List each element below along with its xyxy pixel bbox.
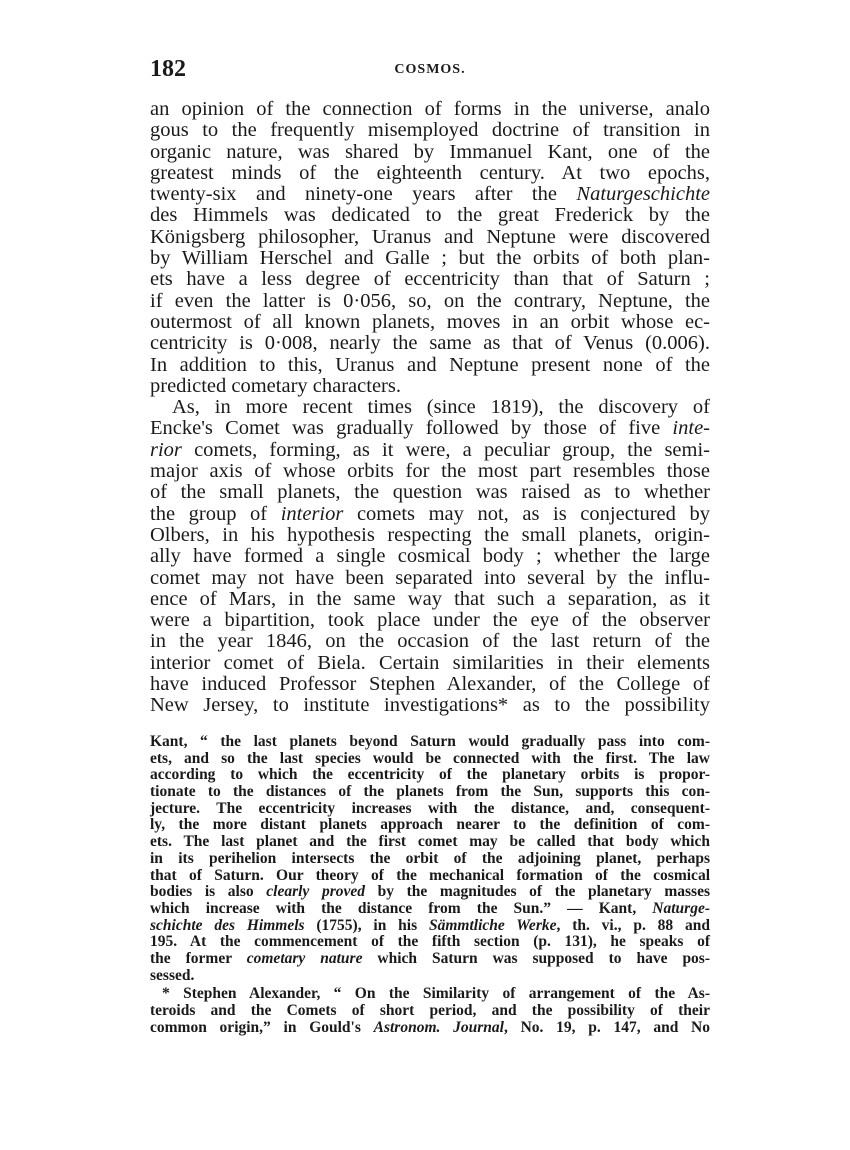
text-run: the former [150, 949, 247, 967]
body-line: predicted cometary characters. [150, 374, 401, 397]
body-line: of the small planets, the question was raised as to whether [150, 481, 710, 504]
footnote-line: ets, and so the last species would be connected with the first. The law [150, 749, 710, 767]
body-line: if even the latter is 0·056, so, on the contrary, Neptune, the [150, 289, 710, 312]
body-line: have induced Professor Stephen Alexander, of the College of [150, 673, 710, 696]
body-line: ally have formed a single cosmical body ; whether the large [150, 545, 710, 568]
footnote-line: sessed. [150, 966, 195, 984]
footnote-line: tionate to the distances of the planets from the Sun, supports this con- [150, 783, 710, 801]
italic-run: Naturge- [652, 899, 710, 917]
body-line: in the year 1846, on the occasion of the last return of the [150, 630, 710, 653]
footnote-line: teroids and the Comets of short period, and the possibility of their [150, 1002, 710, 1019]
italic-run: schichte des Himmels [150, 916, 305, 934]
footnote-line: Kant, “ the last planets beyond Saturn would gradually pass into com- [150, 733, 710, 750]
italic-run: rior [150, 438, 182, 461]
page-number: 182 [150, 56, 186, 82]
footnote-line: * Stephen Alexander, “ On the Similarity of arrangement of the As- [162, 985, 710, 1003]
footnote-line [150, 1020, 710, 1037]
body-line [150, 440, 710, 461]
text-run: Encke's Comet was gradually followed by those of five [150, 417, 673, 440]
footnote-line: 195. At the commencement of the fifth section (p. 131), he speaks of [150, 933, 710, 951]
body-line: interior comet of Biela. Certain similarities in their elements [150, 651, 710, 674]
text-run: which increase with the distance from the Sun.” — Kant, [150, 899, 653, 917]
footnote-line: that of Saturn. Our theory of the mechanical formation of the cosmical [150, 866, 710, 884]
body-line: outermost of all known planets, moves in an orbit whose ec- [150, 310, 710, 333]
body-line: an opinion of the connection of forms in the universe, analo [150, 98, 710, 120]
body-line: were a bipartition, took place under the eye of the observer [150, 609, 710, 632]
footnote-line [150, 918, 710, 935]
footnote-line: according to which the eccentricity of the planetary orbits is propor- [150, 766, 710, 784]
body-line: ence of Mars, in the same way that such a separation, as it [150, 587, 710, 610]
body-line: des Himmels was dedicated to the great Frederick by the [150, 204, 710, 227]
body-line: centricity is 0·008, nearly the same as that of Venus (0.006). [150, 332, 710, 355]
text-run: common origin,” in Gould's [150, 1018, 374, 1036]
body-text [150, 99, 710, 717]
body-line: gous to the frequently misemployed doctrine of transition in [150, 119, 710, 142]
italic-run: interior [280, 502, 344, 525]
text-run: comets, forming, as it were, a peculiar group, the semi- [181, 438, 710, 461]
footnote-line: jecture. The eccentricity increases with the distance, and, consequent- [150, 799, 710, 817]
body-line: greatest minds of the eighteenth century. At two epochs, [150, 161, 710, 184]
footnote-line [150, 951, 710, 968]
footnote-line: ets. The last planet and the first comet may be called that body which [150, 833, 710, 851]
text-run: bodies is also [150, 883, 267, 901]
text-run: (1755), in his [304, 916, 429, 934]
italic-run: inte- [672, 417, 710, 440]
body-line: Olbers, in his hypothesis respecting the small planets, origin- [150, 523, 710, 546]
text-run: , th. vi., p. 88 and [556, 916, 710, 934]
body-line: major axis of whose orbits for the most part resembles those [150, 460, 710, 483]
text-run: the group of [150, 502, 281, 525]
body-line: In addition to this, Uranus and Neptune present none of the [150, 353, 710, 376]
body-line: New Jersey, to institute investigations* as to the possibility [150, 694, 710, 717]
italic-run: clearly proved [266, 883, 365, 901]
body-line: Königsberg philosopher, Uranus and Neptune were discovered [150, 225, 710, 248]
body-line [150, 418, 710, 439]
text-run: which Saturn was supposed to have pos- [362, 949, 711, 967]
text-run: by the magnitudes of the planetary masses [364, 883, 710, 901]
running-title: COSMOS. [394, 62, 466, 77]
italic-run: Astronom. Journal [373, 1018, 504, 1036]
text-run: , No. 19, p. 147, and No [503, 1018, 710, 1036]
page-header [150, 56, 710, 86]
body-line [150, 504, 710, 525]
footnote-line [150, 901, 710, 918]
italic-run: cometary nature [246, 949, 363, 967]
italic-run: Sämmtliche Werke [428, 916, 557, 934]
text-run: twenty-six and ninety-one years after the [150, 183, 577, 206]
body-line: comet may not have been separated into several by the influ- [150, 566, 710, 589]
body-line: As, in more recent times (since 1819), the discovery of [172, 396, 710, 419]
body-line [150, 184, 710, 205]
footnotes [150, 734, 710, 1036]
footnote-line: in its perihelion intersects the orbit of the adjoining planet, perhaps [150, 849, 710, 867]
body-line: by William Herschel and Galle ; but the orbits of both plan- [150, 247, 710, 270]
footnote-line: ly, the more distant planets approach nearer to the definition of com- [150, 816, 710, 834]
body-line: organic nature, was shared by Immanuel Kant, one of the [150, 140, 710, 163]
footnote-line [150, 884, 710, 901]
body-line: ets have a less degree of eccentricity than that of Saturn ; [150, 268, 710, 291]
text-run: comets may not, as is conjectured by [343, 502, 710, 525]
italic-run: Naturgeschichte [576, 183, 710, 206]
